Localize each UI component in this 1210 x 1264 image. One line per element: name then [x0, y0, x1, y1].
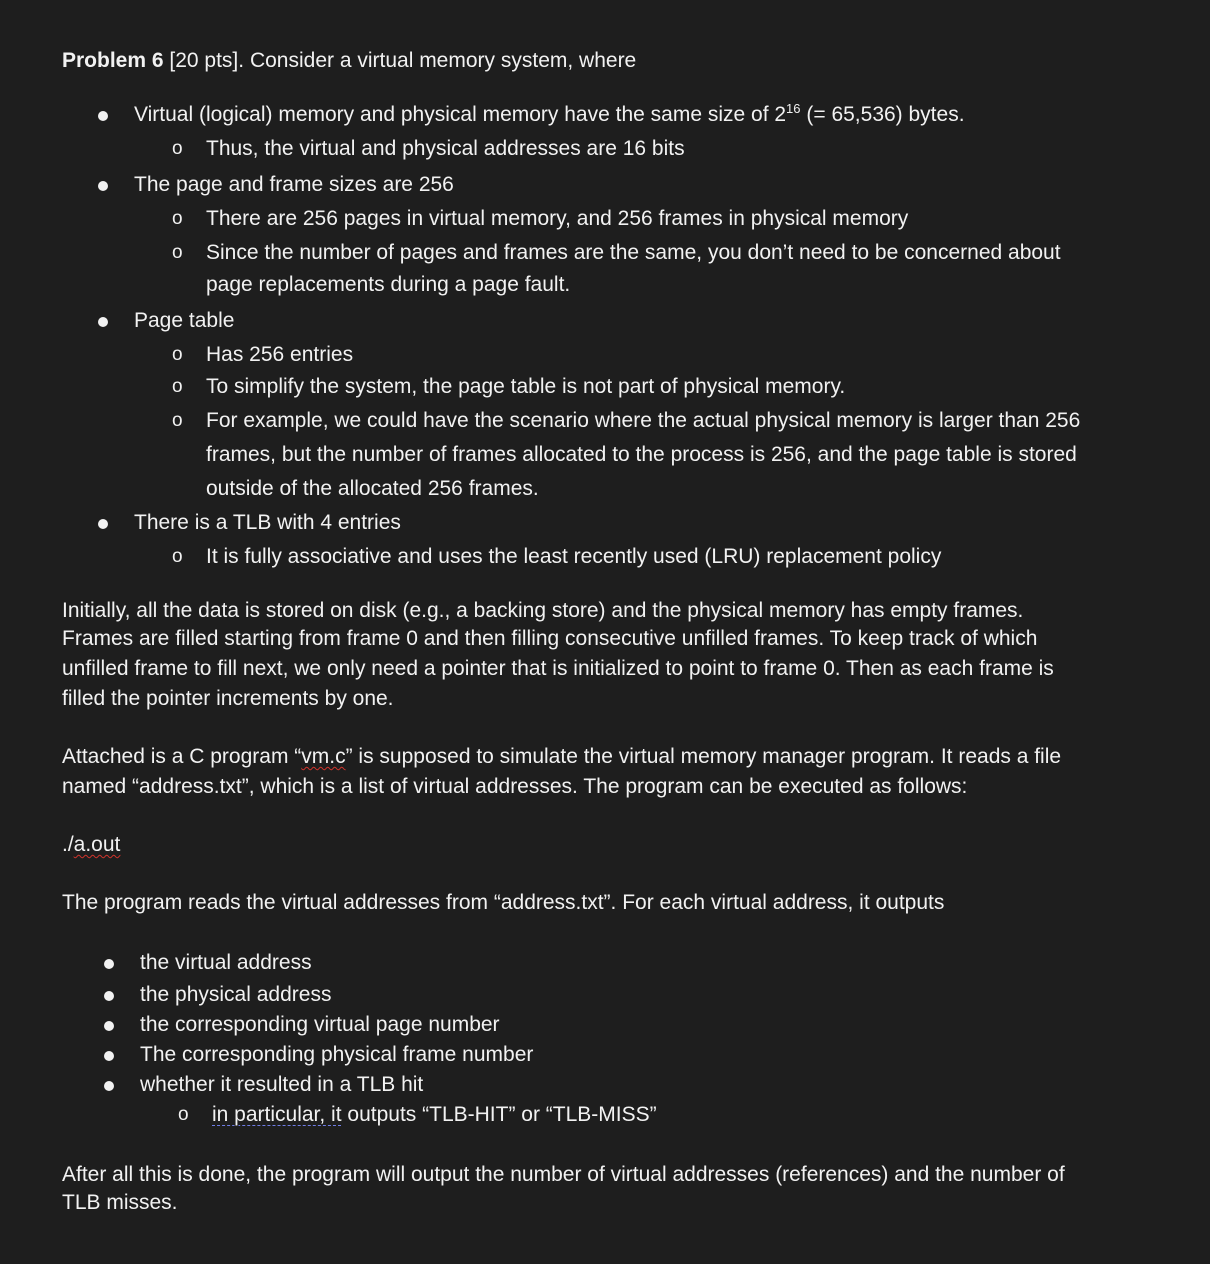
spec-page-table: Page table	[134, 309, 235, 332]
bullet-icon	[104, 1051, 114, 1061]
sub-bullet-icon: o	[172, 138, 183, 159]
output-sub	[212, 1100, 657, 1130]
output-sub-text: outputs “TLB-HIT” or “TLB-MISS”	[341, 1103, 657, 1126]
spec-page-sub2-line2: page replacements during a page fault.	[206, 273, 571, 296]
problem-heading	[62, 46, 636, 76]
para-attached-text: Attached is a C program “	[62, 745, 302, 768]
sub-bullet-icon: o	[172, 410, 183, 431]
program-filename: vm.c	[301, 745, 346, 768]
para-initial-line4: filled the pointer increments by one.	[62, 687, 394, 710]
spec-pt-sub3-line3: outside of the allocated 256 frames.	[206, 477, 539, 500]
output-item: The corresponding physical frame number	[140, 1043, 534, 1066]
output-item: whether it resulted in a TLB hit	[140, 1073, 424, 1096]
bullet-icon	[104, 1081, 114, 1091]
problem-points: [20 pts].	[169, 49, 245, 72]
para-attached-text-end: ” is supposed to simulate the virtual memory manager program. It reads a file	[345, 745, 1062, 768]
spec-page-sub2-line1: Since the number of pages and frames are the same, you don’t need to be concerned about	[206, 241, 1061, 264]
spec-page-size: The page and frame sizes are 256	[134, 173, 454, 196]
sub-bullet-icon: o	[172, 376, 183, 397]
sub-bullet-icon: o	[172, 546, 183, 567]
spec-vm-size-sub: Thus, the virtual and physical addresses are 16 bits	[206, 137, 685, 160]
sub-bullet-icon: o	[172, 242, 183, 263]
para-attached-line1	[62, 742, 1061, 772]
para-initial-line2: Frames are filled starting from frame 0 and then filling consecutive unfilled frames. To keep track of which	[62, 627, 1038, 650]
para-attached-line2: named “address.txt”, which is a list of virtual addresses. The program can be executed as follows:	[62, 775, 968, 798]
command-name: a.out	[73, 833, 121, 856]
spec-page-sub1: There are 256 pages in virtual memory, and 256 frames in physical memory	[206, 207, 909, 230]
bullet-icon	[98, 519, 108, 529]
sub-bullet-icon: o	[172, 344, 183, 365]
spec-pt-sub3-line1: For example, we could have the scenario where the actual physical memory is larger than 256	[206, 409, 1081, 432]
spec-tlb-sub: It is fully associative and uses the least recently used (LRU) replacement policy	[206, 545, 942, 568]
sub-bullet-icon: o	[172, 208, 183, 229]
spec-pt-sub2: To simplify the system, the page table is not part of physical memory.	[206, 375, 846, 398]
command-prefix: ./	[62, 833, 74, 856]
problem-intro: Consider a virtual memory system, where	[249, 49, 637, 72]
spec-vm-size-text: Virtual (logical) memory and physical memory have the same size of 2	[134, 103, 787, 126]
spec-tlb: There is a TLB with 4 entries	[134, 511, 401, 534]
spec-pt-sub3-line2: frames, but the number of frames allocated to the process is 256, and the page table is stored	[206, 443, 1077, 466]
para-initial-line1: Initially, all the data is stored on disk (e.g., a backing store) and the physical memory has empty frames.	[62, 599, 1024, 622]
spec-vm-size-text-end: (= 65,536) bytes.	[800, 103, 965, 126]
para-final-line2: TLB misses.	[62, 1191, 178, 1214]
bullet-icon	[98, 181, 108, 191]
bullet-icon	[98, 111, 108, 121]
spec-vm-size-exponent: 16	[786, 101, 801, 116]
para-reads: The program reads the virtual addresses from “address.txt”. For each virtual address, it outputs	[62, 891, 945, 914]
para-initial-line3: unfilled frame to fill next, we only need a pointer that is initialized to point to frame 0. Then as each frame is	[62, 657, 1054, 680]
output-item: the physical address	[140, 983, 332, 1006]
para-final-line1: After all this is done, the program will output the number of virtual addresses (references) and the number of	[62, 1163, 1065, 1186]
bullet-icon	[98, 317, 108, 327]
spec-pt-sub1: Has 256 entries	[206, 343, 354, 366]
output-item: the virtual address	[140, 951, 312, 974]
bullet-icon	[104, 1021, 114, 1031]
bullet-icon	[104, 991, 114, 1001]
output-sub-marked: in particular, it	[212, 1103, 342, 1126]
command-line	[62, 830, 120, 860]
sub-bullet-icon: o	[178, 1104, 189, 1125]
problem-label: Problem 6	[62, 49, 164, 72]
spec-vm-size	[134, 100, 965, 130]
bullet-icon	[104, 959, 114, 969]
output-item: the corresponding virtual page number	[140, 1013, 500, 1036]
